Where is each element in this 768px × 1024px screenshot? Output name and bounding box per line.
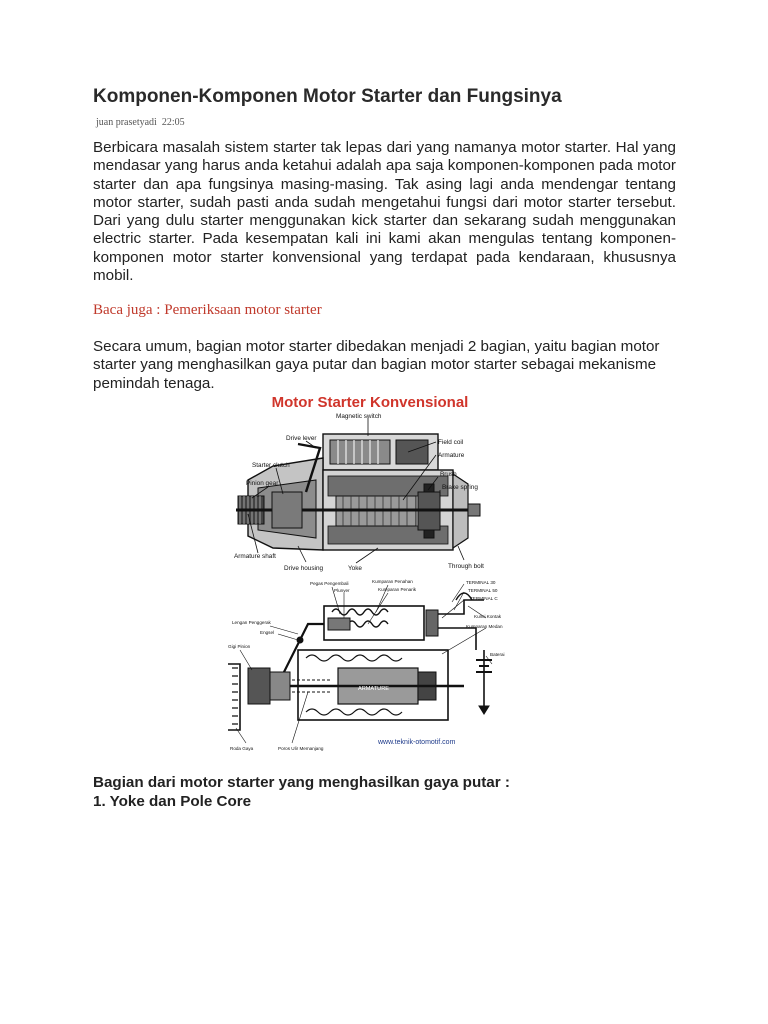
label-starter-clutch: Starter clutch [252,462,290,469]
label-drive-housing: Drive housing [284,565,324,572]
see-also [93,302,322,319]
label-gigi-pinion: Gigi Pinion [228,644,251,649]
label-drive-lever: Drive lever [286,435,317,442]
post-meta [96,117,185,128]
see-also-label: Baca juga : [93,302,161,318]
label-through-bolt: Through bolt [448,563,484,570]
label-pegas-pengembali: Pegas Pengembali [310,581,349,586]
list-item-1: 1. Yoke dan Pole Core [93,793,252,810]
label-kumparan-penarik: Kumparan Penarik [378,587,417,592]
label-kunci-kontak: Kunci Kontak [474,614,502,619]
section-subheading: Bagian dari motor starter yang menghasilkan gaya putar : [93,774,510,791]
label-yoke: Yoke [348,565,362,572]
intro-paragraph: Berbicara masalah sistem starter tak lepas dari yang namanya motor starter. Hal yang mendasar yang harus anda ketahui adalah apa saja komponen-komponen pada motor starter dan apa fungsinya masing-masing. Tak asing lagi anda mendengar tentang motor starter, sudah pasti anda sudah mengetahui fungsi dari motor starter tersebut. Dari yang dulu starter menggunakan kick starter dan sekarang sudah menggunakan electric starter. Pada kesempatan kali ini kami akan mengulas tentang komponen-komponen motor starter konvensional yang terdapat pada kendaraan, khususnya mobil. [93,139,676,285]
body-paragraph: Secara umum, bagian motor starter dibedakan menjadi 2 bagian, yaitu bagian motor starter yang menghasilkan gaya putar dan bagian motor starter sebagai mekanisme pemindah tenaga. [93,338,660,392]
label-engsel: Engsel [260,630,275,635]
motor-starter-diagram [228,388,508,758]
post-time[interactable]: 22:05 [161,117,185,128]
label-armature-shaft: Armature shaft [234,553,276,560]
label-poros-ulir: Poros Ulir Memanjang [278,746,324,751]
label-kumparan-medan: Kumparan Medan [466,624,503,629]
label-pinion-gear: Pinion gear [246,480,279,487]
article-title: Komponen-Komponen Motor Starter dan Fungsinya [93,86,562,107]
label-plunyer: Plunyer [334,588,350,593]
label-field-coil: Field coil [438,439,464,446]
label-lengan-penggerak: Lengan Penggerak [232,620,271,625]
label-armature: Armature [438,452,465,459]
label-terminal-50: TERMINAL 50 [468,588,498,593]
label-brush: Brush [440,471,457,478]
label-kumparan-penahan: Kumparan Penahan [372,579,413,584]
label-terminal-c: TERMINAL C [470,596,498,601]
label-baterai: Baterai [490,652,505,657]
label-magnetic-switch: Magnetic switch [336,413,382,420]
see-also-link[interactable]: Pemeriksaan motor starter [164,302,322,318]
label-roda-gaya: Roda Gaya [230,746,254,751]
label-terminal-30: TERMINAL 30 [466,580,496,585]
figure-website: www.teknik-otomotif.com [378,739,456,746]
motor-starter-figure [228,388,508,758]
label-brake-spring: Brake spring [442,484,478,491]
label-armature-schematic: ARMATURE [358,686,389,692]
post-author[interactable]: juan prasetyadi [96,117,157,128]
figure-title: Motor Starter Konvensional [271,394,469,411]
